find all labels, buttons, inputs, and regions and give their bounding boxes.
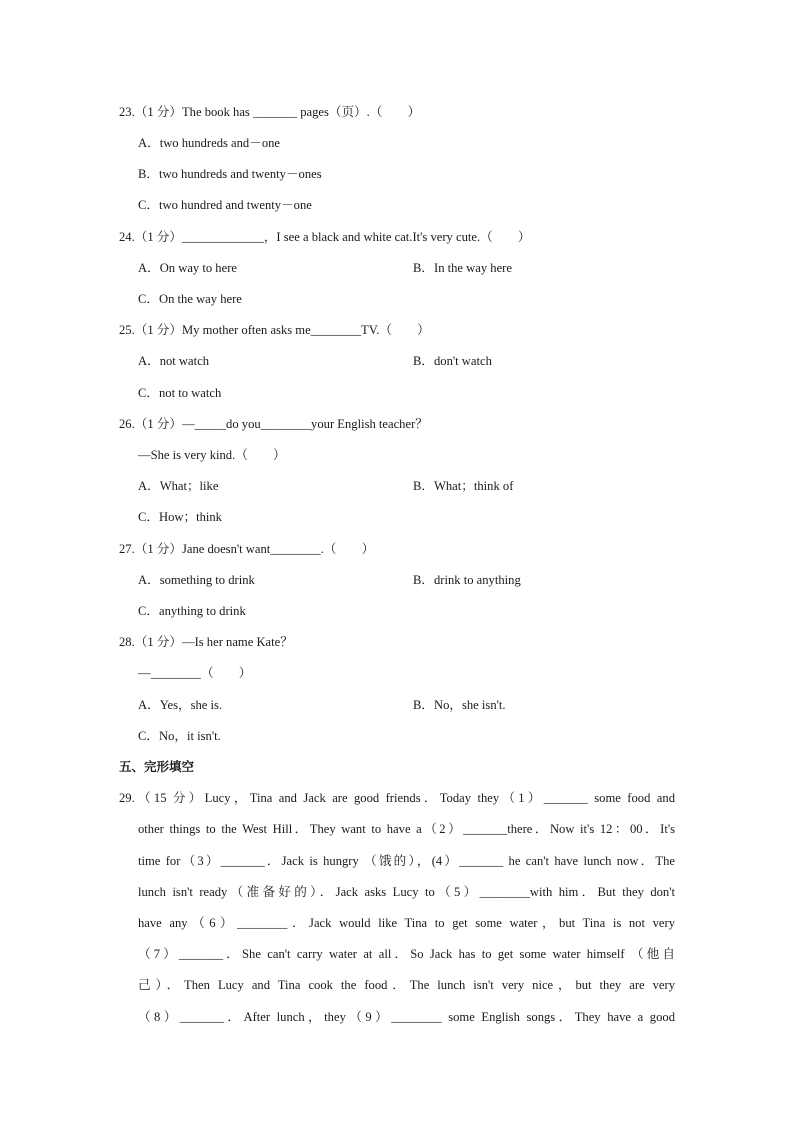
question-26-stem: 26.（1 分）—_____do you________your English teacher？ [119,417,428,431]
question-24-option-a: A．On way to here [138,261,237,275]
question-28-option-a: A．Yes，she is. [138,698,223,712]
question-25-option-a: A．not watch [138,354,209,368]
question-25-stem: 25.（1 分）My mother often asks me________TV.（ ） [119,323,430,337]
cloze-line: lunch isn't ready（准备好的）．Jack asks Lucy to（5）________with him．But they don't [138,885,675,899]
question-28-stem-reply: —________（ ） [138,666,252,680]
question-23-stem: 23.（1 分）The book has _______ pages（页）.（ ） [119,105,421,119]
question-25-option-b: B．don't watch [413,354,492,368]
question-28-stem: 28.（1 分）—Is her name Kate？ [119,635,293,649]
question-25-option-c: C．not to watch [138,386,222,400]
cloze-line: （8）_______．After lunch，they（9）________ some English songs．They have a good [138,1010,675,1024]
question-27-option-a: A．something to drink [138,573,255,587]
question-24-option-b: B．In the way here [413,261,512,275]
cloze-line: 29.（15 分）Lucy，Tina and Jack are good friends．Today they（1）_______ some food and [119,791,675,805]
question-26-stem-reply: —She is very kind.（ ） [138,448,286,462]
question-23-option-a: A．two hundreds and－one [138,136,281,150]
question-26-option-c: C．How；think [138,510,222,524]
cloze-line: （7）_______．She can't carry water at all．So Jack has to get some water himself （他自 [138,947,675,961]
question-27-option-b: B．drink to anything [413,573,521,587]
question-28-option-b: B．No，she isn't. [413,698,506,712]
question-27-stem: 27.（1 分）Jane doesn't want________.（ ） [119,542,375,556]
question-24-option-c: C．On the way here [138,292,242,306]
cloze-line: other things to the West Hill．They want to have a（2）_______there．Now it's 12：00．It's [138,822,675,836]
section-title: 五、完形填空 [119,759,195,774]
question-28-option-c: C．No，it isn't. [138,729,221,743]
cloze-line: 己）．Then Lucy and Tina cook the food．The lunch isn't very nice，but they are very [138,978,675,992]
question-24-stem: 24.（1 分）_____________，I see a black and white cat.It's very cute.（ ） [119,230,531,244]
cloze-line: have any（6）________．Jack would like Tina to get some water，but Tina is not very [138,916,675,930]
cloze-line: time for（3）_______．Jack is hungry （饿的），(4）_______ he can't have lunch now．The [138,854,675,868]
question-26-option-a: A．What；like [138,479,219,493]
question-27-option-c: C．anything to drink [138,604,246,618]
question-23-option-b: B．two hundreds and twenty－ones [138,167,322,181]
question-26-option-b: B．What；think of [413,479,514,493]
question-23-option-c: C．two hundred and twenty－one [138,198,312,212]
